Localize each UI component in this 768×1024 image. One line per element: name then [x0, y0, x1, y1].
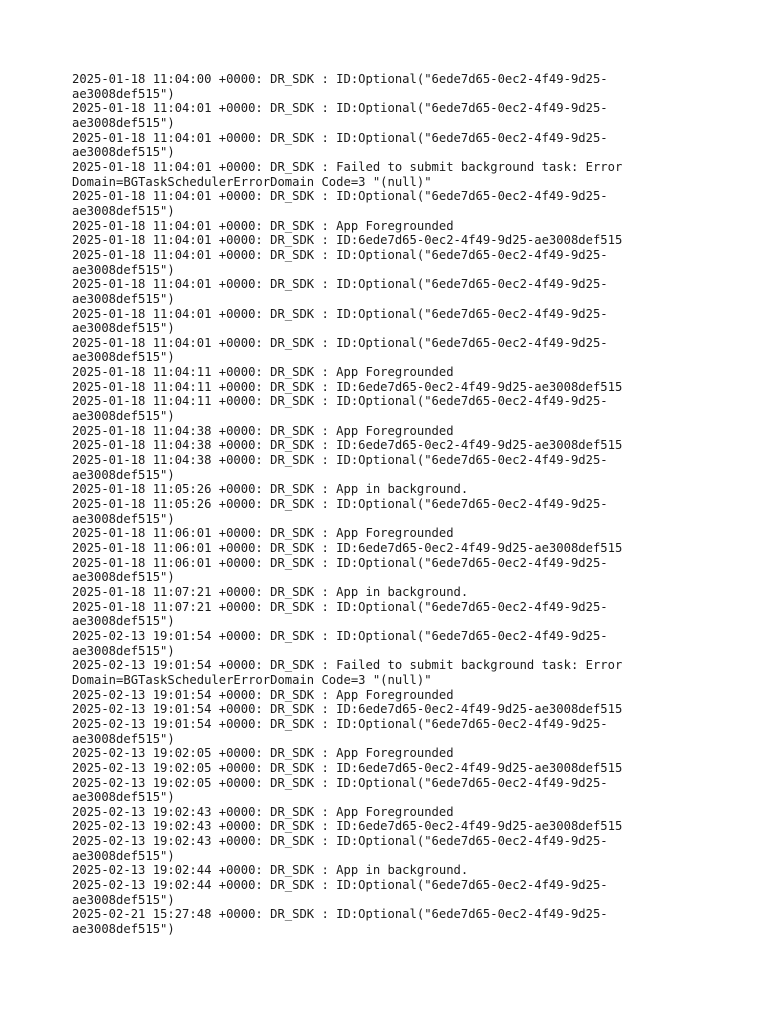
log-line: 2025-01-18 11:04:01 +0000: DR_SDK : ID:6ede7d65-0ec2-4f49-9d25-ae3008def515 — [72, 233, 623, 248]
log-line: ae3008def515") — [72, 145, 175, 160]
log-line: ae3008def515") — [72, 614, 175, 629]
log-line: ae3008def515") — [72, 115, 175, 130]
log-line: 2025-01-18 11:05:26 +0000: DR_SDK : App in background. — [72, 482, 469, 497]
log-line: ae3008def515") — [72, 511, 175, 526]
log-line: 2025-02-13 19:01:54 +0000: DR_SDK : ID:Optional("6ede7d65-0ec2-4f49-9d25- — [72, 628, 608, 643]
log-text-block — [72, 72, 696, 937]
log-line: ae3008def515") — [72, 731, 175, 746]
log-line: 2025-02-13 19:02:43 +0000: DR_SDK : ID:Optional("6ede7d65-0ec2-4f49-9d25- — [72, 834, 608, 849]
log-line: ae3008def515") — [72, 467, 175, 482]
log-line: 2025-02-13 19:02:43 +0000: DR_SDK : ID:6ede7d65-0ec2-4f49-9d25-ae3008def515 — [72, 819, 623, 834]
log-line: ae3008def515") — [72, 570, 175, 585]
log-line: 2025-01-18 11:04:00 +0000: DR_SDK : ID:Optional("6ede7d65-0ec2-4f49-9d25- — [72, 72, 608, 86]
log-line: 2025-01-18 11:04:01 +0000: DR_SDK : ID:Optional("6ede7d65-0ec2-4f49-9d25- — [72, 101, 608, 116]
log-line: ae3008def515") — [72, 203, 175, 218]
log-line: ae3008def515") — [72, 922, 175, 937]
log-line: ae3008def515") — [72, 321, 175, 336]
log-line: 2025-02-13 19:02:44 +0000: DR_SDK : App in background. — [72, 863, 469, 878]
log-line: ae3008def515") — [72, 892, 175, 907]
log-line: ae3008def515") — [72, 848, 175, 863]
log-line: 2025-02-13 19:02:05 +0000: DR_SDK : ID:Optional("6ede7d65-0ec2-4f49-9d25- — [72, 775, 608, 790]
log-line: 2025-02-13 19:02:05 +0000: DR_SDK : ID:6ede7d65-0ec2-4f49-9d25-ae3008def515 — [72, 760, 623, 775]
log-line: Domain=BGTaskSchedulerErrorDomain Code=3 "(null)" — [72, 672, 432, 687]
log-line: 2025-02-13 19:02:44 +0000: DR_SDK : ID:Optional("6ede7d65-0ec2-4f49-9d25- — [72, 878, 608, 893]
log-line: 2025-01-18 11:07:21 +0000: DR_SDK : App in background. — [72, 584, 469, 599]
log-line: 2025-01-18 11:04:11 +0000: DR_SDK : ID:6ede7d65-0ec2-4f49-9d25-ae3008def515 — [72, 379, 623, 394]
log-line: ae3008def515") — [72, 86, 175, 101]
log-line: 2025-02-13 19:01:54 +0000: DR_SDK : ID:6ede7d65-0ec2-4f49-9d25-ae3008def515 — [72, 702, 623, 717]
log-line: 2025-01-18 11:04:01 +0000: DR_SDK : ID:Optional("6ede7d65-0ec2-4f49-9d25- — [72, 335, 608, 350]
log-line: 2025-01-18 11:04:01 +0000: DR_SDK : ID:Optional("6ede7d65-0ec2-4f49-9d25- — [72, 247, 608, 262]
log-line: ae3008def515") — [72, 409, 175, 424]
log-line: 2025-01-18 11:04:01 +0000: DR_SDK : Failed to submit background task: Error — [72, 159, 623, 174]
log-line: 2025-01-18 11:04:01 +0000: DR_SDK : ID:Optional("6ede7d65-0ec2-4f49-9d25- — [72, 130, 608, 145]
log-line: 2025-02-13 19:01:54 +0000: DR_SDK : App Foregrounded — [72, 687, 454, 702]
log-line: 2025-01-18 11:04:01 +0000: DR_SDK : ID:Optional("6ede7d65-0ec2-4f49-9d25- — [72, 306, 608, 321]
log-line: 2025-01-18 11:05:26 +0000: DR_SDK : ID:Optional("6ede7d65-0ec2-4f49-9d25- — [72, 497, 608, 512]
log-line: 2025-01-18 11:04:38 +0000: DR_SDK : ID:6ede7d65-0ec2-4f49-9d25-ae3008def515 — [72, 438, 623, 453]
log-line: ae3008def515") — [72, 790, 175, 805]
log-line: 2025-01-18 11:06:01 +0000: DR_SDK : ID:Optional("6ede7d65-0ec2-4f49-9d25- — [72, 555, 608, 570]
log-line: 2025-01-18 11:04:38 +0000: DR_SDK : ID:Optional("6ede7d65-0ec2-4f49-9d25- — [72, 453, 608, 468]
log-line: 2025-01-18 11:07:21 +0000: DR_SDK : ID:Optional("6ede7d65-0ec2-4f49-9d25- — [72, 599, 608, 614]
log-line: 2025-02-21 15:27:48 +0000: DR_SDK : ID:Optional("6ede7d65-0ec2-4f49-9d25- — [72, 907, 608, 922]
log-line: 2025-02-13 19:02:43 +0000: DR_SDK : App Foregrounded — [72, 804, 454, 819]
log-line: Domain=BGTaskSchedulerErrorDomain Code=3 "(null)" — [72, 174, 432, 189]
log-line: 2025-01-18 11:04:01 +0000: DR_SDK : App Foregrounded — [72, 218, 454, 233]
log-line: ae3008def515") — [72, 643, 175, 658]
log-line: 2025-02-13 19:01:54 +0000: DR_SDK : Failed to submit background task: Error — [72, 658, 623, 673]
log-line: ae3008def515") — [72, 291, 175, 306]
log-line: 2025-01-18 11:04:11 +0000: DR_SDK : App Foregrounded — [72, 365, 454, 380]
log-line: 2025-01-18 11:06:01 +0000: DR_SDK : ID:6ede7d65-0ec2-4f49-9d25-ae3008def515 — [72, 541, 623, 555]
log-line: 2025-01-18 11:04:38 +0000: DR_SDK : App Foregrounded — [72, 423, 454, 438]
log-line: 2025-01-18 11:06:01 +0000: DR_SDK : App Foregrounded — [72, 526, 454, 541]
log-line: 2025-01-18 11:04:01 +0000: DR_SDK : ID:Optional("6ede7d65-0ec2-4f49-9d25- — [72, 189, 608, 204]
log-line: 2025-02-13 19:02:05 +0000: DR_SDK : App Foregrounded — [72, 746, 454, 761]
log-line: ae3008def515") — [72, 262, 175, 277]
log-line: 2025-02-13 19:01:54 +0000: DR_SDK : ID:Optional("6ede7d65-0ec2-4f49-9d25- — [72, 716, 608, 731]
log-line: 2025-01-18 11:04:11 +0000: DR_SDK : ID:Optional("6ede7d65-0ec2-4f49-9d25- — [72, 394, 608, 409]
log-line: 2025-01-18 11:04:01 +0000: DR_SDK : ID:Optional("6ede7d65-0ec2-4f49-9d25- — [72, 277, 608, 292]
log-line: ae3008def515") — [72, 350, 175, 365]
